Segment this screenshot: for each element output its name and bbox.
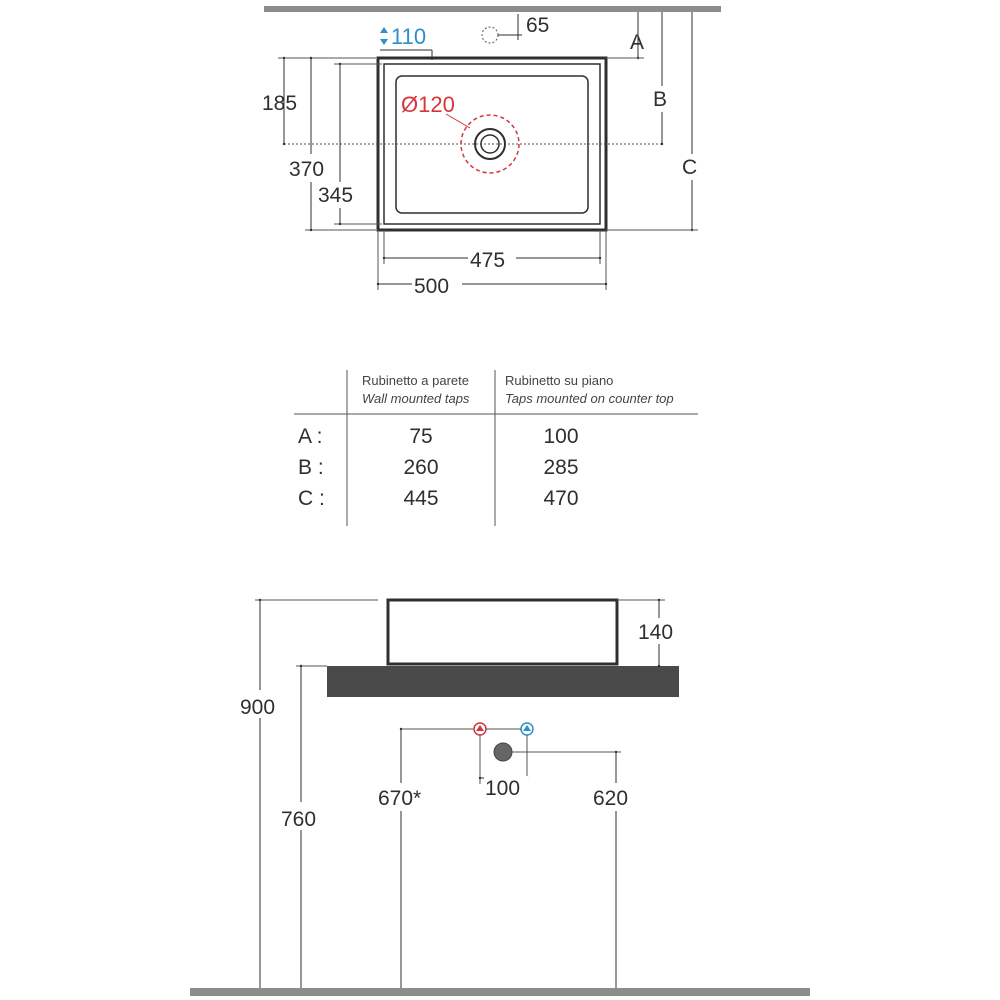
hot-water-valve-icon	[474, 723, 486, 735]
height-arrow-icon	[380, 27, 388, 45]
outer-width-label: 500	[414, 275, 450, 298]
col2-title: Rubinetto su piano	[505, 373, 614, 388]
counter-height-label: 760	[281, 808, 317, 831]
drain-pipe-icon	[494, 743, 512, 761]
row-wall-value: 260	[403, 456, 439, 479]
plan-view	[262, 6, 721, 298]
drain-diameter-label: Ø120	[401, 92, 455, 117]
inner-depth-label: 345	[318, 184, 354, 207]
supply-spacing-label: 100	[485, 777, 521, 800]
row-counter-value: 285	[543, 456, 579, 479]
elevation-view	[190, 600, 810, 996]
tap-hole-label: 110	[391, 24, 427, 49]
drain-height-label: 620	[593, 787, 629, 810]
tap-hole-icon	[482, 27, 498, 43]
row-label: A :	[298, 425, 323, 448]
depth-to-drain-label: 185	[262, 92, 298, 115]
col1-subtitle: Wall mounted taps	[362, 391, 470, 406]
floor-line	[190, 988, 810, 996]
tap-offset-label: 65	[526, 14, 550, 37]
row-label: C :	[298, 487, 325, 510]
countertop	[327, 666, 679, 697]
col2-subtitle: Taps mounted on counter top	[505, 391, 674, 406]
row-wall-value: 445	[403, 487, 439, 510]
row-counter-value: 100	[543, 425, 579, 448]
row-label: B :	[298, 456, 324, 479]
total-height-label: 900	[240, 696, 276, 719]
cold-water-valve-icon	[521, 723, 533, 735]
c-label: C	[682, 156, 698, 179]
dimensions-table	[294, 370, 698, 526]
b-label: B	[653, 88, 668, 111]
inner-width-label: 475	[470, 249, 506, 272]
wall-line	[264, 6, 721, 12]
outer-depth-label: 370	[289, 158, 325, 181]
row-counter-value: 470	[543, 487, 579, 510]
row-wall-value: 75	[409, 425, 433, 448]
basin-side	[388, 600, 617, 664]
a-label: A	[630, 31, 645, 54]
col1-title: Rubinetto a parete	[362, 373, 469, 388]
basin-height-label: 140	[638, 621, 674, 644]
supply-height-label: 670*	[378, 787, 422, 810]
